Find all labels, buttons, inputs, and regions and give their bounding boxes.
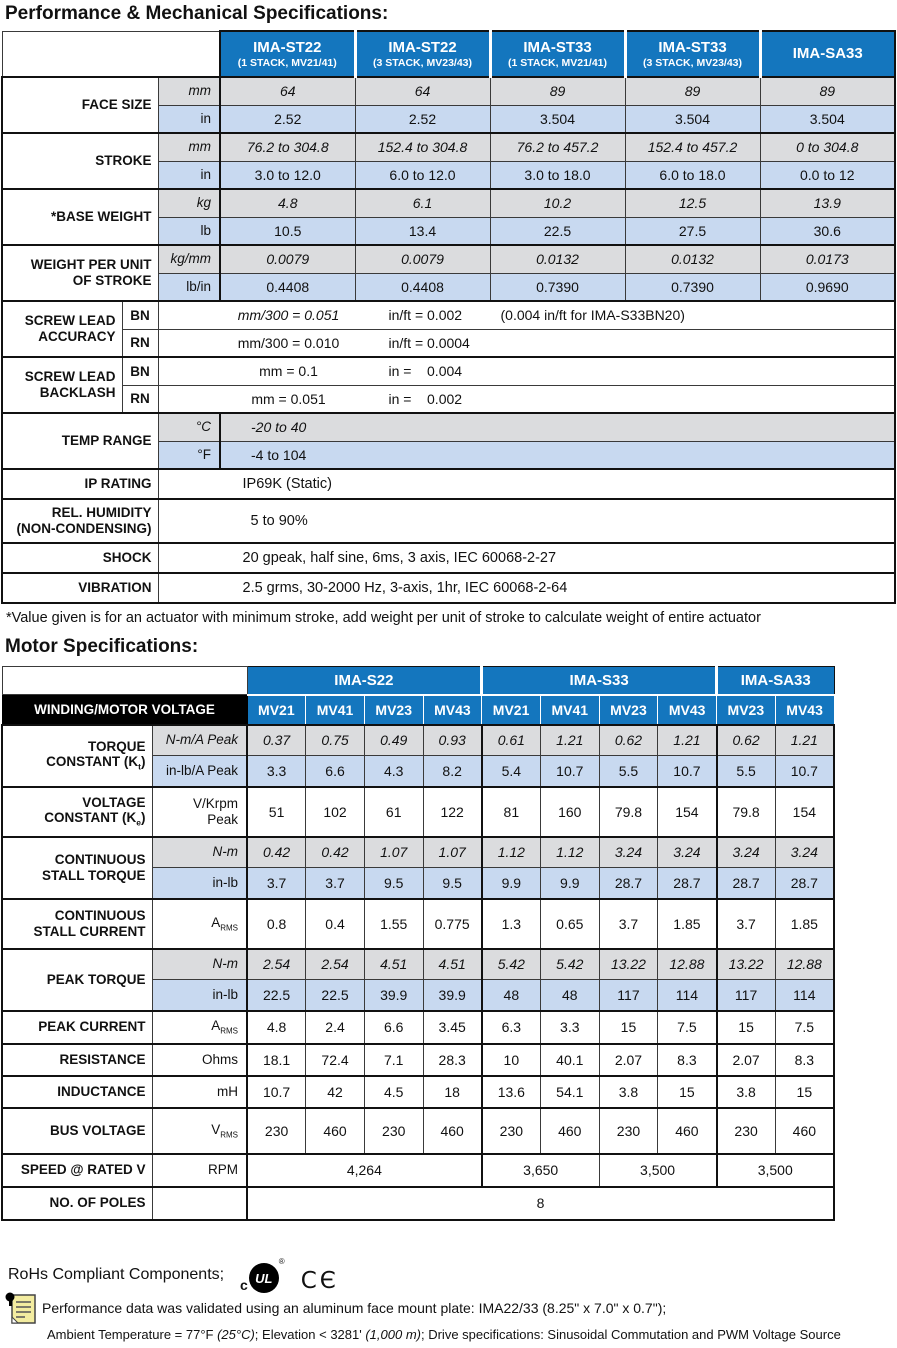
value-cell: 3.504 <box>625 105 760 133</box>
value-cell: 0.7390 <box>490 273 625 301</box>
value-cell: 0.775 <box>423 899 482 949</box>
value-cell: 4.5 <box>364 1076 423 1108</box>
row-label: WEIGHT PER UNIT OF STROKE <box>2 245 158 301</box>
value-cell: 460 <box>540 1108 599 1154</box>
screw-type-cell: RN <box>122 329 158 357</box>
value-cell: 4.3 <box>364 756 423 787</box>
table-row <box>2 133 895 161</box>
value-cell: 3.8 <box>599 1076 658 1108</box>
value-cell: 3.24 <box>775 837 834 868</box>
winding-voltage-header: WINDING/MOTOR VOLTAGE <box>2 695 247 725</box>
row-label: PEAK CURRENT <box>2 1011 152 1044</box>
value-cell: 114 <box>658 980 717 1011</box>
value-cell: 3.7 <box>247 868 306 899</box>
value-cell: 13.6 <box>482 1076 541 1108</box>
value-cell: 10.5 <box>220 217 355 245</box>
model-name: IMA-ST33 <box>523 38 592 56</box>
table-row <box>2 329 895 357</box>
value-cell: 0.42 <box>306 837 365 868</box>
row-label: PEAK TORQUE <box>2 949 152 1011</box>
value-cell: 22.5 <box>306 980 365 1011</box>
value-cell: mm/300 = 0.010 in/ft = 0.0004 <box>158 329 895 357</box>
value-cell: 3.3 <box>540 1011 599 1044</box>
value-cell: 1.12 <box>540 837 599 868</box>
table-row <box>2 245 895 273</box>
value-cell: 0.49 <box>364 725 423 756</box>
value-cell: mm = 0.1 in = 0.004 <box>158 357 895 385</box>
value-cell: 152.4 to 457.2 <box>625 133 760 161</box>
unit-cell: in <box>158 161 220 189</box>
table-row <box>2 787 834 837</box>
value-cell: 5.5 <box>599 756 658 787</box>
value-cell: 2.07 <box>717 1044 776 1076</box>
value-cell: 6.0 to 12.0 <box>355 161 490 189</box>
value-cell: 3,500 <box>717 1154 835 1187</box>
unit-cell: kg <box>158 189 220 217</box>
table-row <box>2 385 895 413</box>
motor-section-title: Motor Specifications: <box>5 636 199 657</box>
unit-cell: °C <box>158 413 220 441</box>
value-cell: 2.54 <box>306 949 365 980</box>
value-cell: 12.88 <box>775 949 834 980</box>
value-cell: 154 <box>658 787 717 837</box>
value-cell: 15 <box>658 1076 717 1108</box>
model-name: IMA-ST22 <box>253 38 322 56</box>
perf-column-header <box>490 31 625 77</box>
model-name: IMA-SA33 <box>792 45 863 63</box>
value-cell: 460 <box>775 1108 834 1154</box>
value-cell: 18.1 <box>247 1044 306 1076</box>
value-cell: 1.3 <box>482 899 541 949</box>
row-label: TORQUE CONSTANT $(K_t)$ <box>2 725 152 787</box>
value-cell: 0.0132 <box>490 245 625 273</box>
unit-cell: $A_{RMS}$ <box>152 899 247 949</box>
value-cell: 1.21 <box>658 725 717 756</box>
value-cell: 0.4408 <box>220 273 355 301</box>
voltage-column-header: MV23 <box>599 695 658 725</box>
value-cell: 1.07 <box>364 837 423 868</box>
value-cell: 10.7 <box>658 756 717 787</box>
value-cell: 8.3 <box>658 1044 717 1076</box>
value-cell: 3.24 <box>599 837 658 868</box>
value-cell: 89 <box>760 77 895 105</box>
voltage-column-header: MV43 <box>423 695 482 725</box>
row-label: SCREW LEAD ACCURACY <box>2 301 122 357</box>
table-row <box>2 543 895 573</box>
value-cell: 28.7 <box>599 868 658 899</box>
table-row <box>2 1076 834 1108</box>
value-cell: 2.52 <box>355 105 490 133</box>
value-cell: 102 <box>306 787 365 837</box>
row-label: STROKE <box>2 133 158 189</box>
value-cell: 10.7 <box>247 1076 306 1108</box>
table-row <box>2 899 834 949</box>
value-cell: 0.0079 <box>220 245 355 273</box>
table-row <box>2 301 895 329</box>
perf-header-row <box>2 31 895 77</box>
unit-cell: N-m <box>152 837 247 868</box>
voltage-column-header: MV21 <box>247 695 306 725</box>
value-cell: 0.37 <box>247 725 306 756</box>
unit-cell: in-lb <box>152 980 247 1011</box>
value-cell: 0.62 <box>717 725 776 756</box>
motor-table <box>1 666 835 1221</box>
value-cell: 230 <box>717 1108 776 1154</box>
value-cell: 10.2 <box>490 189 625 217</box>
value-cell: -4 to 104 <box>220 441 895 469</box>
row-label: *BASE WEIGHT <box>2 189 158 245</box>
unit-cell: mH <box>152 1076 247 1108</box>
spacer <box>2 31 220 77</box>
model-config: (1 STACK, MV21/41) <box>237 57 337 70</box>
value-cell: 460 <box>306 1108 365 1154</box>
value-cell: 8.2 <box>423 756 482 787</box>
value-cell: 3.7 <box>306 868 365 899</box>
value-cell: 1.07 <box>423 837 482 868</box>
row-label: CONTINUOUS STALL CURRENT <box>2 899 152 949</box>
row-label: BUS VOLTAGE <box>2 1108 152 1154</box>
value-cell: 9.5 <box>364 868 423 899</box>
row-label: VOLTAGE CONSTANT $(K_e)$ <box>2 787 152 837</box>
value-cell: 89 <box>490 77 625 105</box>
value-cell: 5.5 <box>717 756 776 787</box>
value-cell: 8.3 <box>775 1044 834 1076</box>
value-cell: 1.21 <box>775 725 834 756</box>
value-cell: 152.4 to 304.8 <box>355 133 490 161</box>
value-cell: 1.85 <box>658 899 717 949</box>
value-cell: 28.3 <box>423 1044 482 1076</box>
screw-type-cell: BN <box>122 357 158 385</box>
value-cell: 3.45 <box>423 1011 482 1044</box>
value-cell: 7.5 <box>775 1011 834 1044</box>
value-cell: 13.22 <box>717 949 776 980</box>
voltage-column-header: MV43 <box>775 695 834 725</box>
value-cell: IP69K (Static) <box>158 469 895 499</box>
value-cell: 10.7 <box>775 756 834 787</box>
ul-listed-icon: UL <box>249 1263 279 1293</box>
table-row <box>2 1044 834 1076</box>
value-cell: 0 to 304.8 <box>760 133 895 161</box>
value-cell: 76.2 to 304.8 <box>220 133 355 161</box>
value-cell: 22.5 <box>490 217 625 245</box>
motor-voltage-header-row <box>2 695 834 725</box>
value-cell: 1.12 <box>482 837 541 868</box>
note-icon <box>5 1291 37 1332</box>
value-cell: 0.62 <box>599 725 658 756</box>
value-cell: 7.1 <box>364 1044 423 1076</box>
value-cell: 15 <box>599 1011 658 1044</box>
value-cell: 460 <box>423 1108 482 1154</box>
value-cell: 6.0 to 18.0 <box>625 161 760 189</box>
table-row <box>2 469 895 499</box>
value-cell: 0.65 <box>540 899 599 949</box>
table-row <box>2 499 895 543</box>
unit-cell: lb <box>158 217 220 245</box>
unit-cell: lb/in <box>158 273 220 301</box>
value-cell: 2.07 <box>599 1044 658 1076</box>
value-cell: 8 <box>247 1187 834 1220</box>
value-cell: 54.1 <box>540 1076 599 1108</box>
value-cell: 30.6 <box>760 217 895 245</box>
conditions-note: Ambient Temperature = 77°F (25°C); Elevation < 3281' (1,000 m); Drive specifications: Sinusoidal Commutation and PWM Voltage Source <box>47 1327 841 1342</box>
value-cell: 22.5 <box>247 980 306 1011</box>
row-label: REL. HUMIDITY (NON-CONDENSING) <box>2 499 158 543</box>
value-cell: 48 <box>482 980 541 1011</box>
perf-column-header <box>625 31 760 77</box>
value-cell: 5 to 90% <box>158 499 895 543</box>
row-label: SCREW LEAD BACKLASH <box>2 357 122 413</box>
value-cell: 72.4 <box>306 1044 365 1076</box>
unit-cell: N-m <box>152 949 247 980</box>
performance-table <box>1 30 896 604</box>
model-config: (3 STACK, MV23/43) <box>643 57 742 70</box>
performance-section-title: Performance & Mechanical Specifications: <box>5 3 389 24</box>
table-row <box>2 1187 834 1220</box>
table-row <box>2 189 895 217</box>
value-cell: 39.9 <box>364 980 423 1011</box>
model-config: (3 STACK, MV23/43) <box>373 57 472 70</box>
value-cell: 0.0173 <box>760 245 895 273</box>
table-row <box>2 1011 834 1044</box>
value-cell: 6.3 <box>482 1011 541 1044</box>
table-row <box>2 77 895 105</box>
value-cell: 15 <box>775 1076 834 1108</box>
ul-canada-prefix: c <box>240 1277 248 1293</box>
value-cell: 6.1 <box>355 189 490 217</box>
value-cell: 114 <box>775 980 834 1011</box>
table-row <box>2 413 895 441</box>
value-cell: 3.504 <box>760 105 895 133</box>
value-cell: 79.8 <box>717 787 776 837</box>
value-cell: 3.0 to 12.0 <box>220 161 355 189</box>
value-cell: 42 <box>306 1076 365 1108</box>
value-cell: 0.4408 <box>355 273 490 301</box>
value-cell: 0.0079 <box>355 245 490 273</box>
voltage-column-header: MV43 <box>658 695 717 725</box>
value-cell: 2.5 grms, 30-2000 Hz, 3-axis, 1hr, IEC 60068-2-64 <box>158 573 895 603</box>
value-cell: 3.7 <box>599 899 658 949</box>
value-cell: 2.52 <box>220 105 355 133</box>
value-cell: 15 <box>717 1011 776 1044</box>
model-name: IMA-ST22 <box>388 38 457 56</box>
row-label: INDUCTANCE <box>2 1076 152 1108</box>
value-cell: 7.5 <box>658 1011 717 1044</box>
unit-cell: Ohms <box>152 1044 247 1076</box>
unit-cell: in-lb/A Peak <box>152 756 247 787</box>
value-cell: 230 <box>364 1108 423 1154</box>
rohs-statement: RoHs Compliant Components; <box>8 1266 225 1283</box>
spacer <box>2 667 247 695</box>
value-cell: 3,500 <box>599 1154 716 1187</box>
value-cell: 0.8 <box>247 899 306 949</box>
row-label: TEMP RANGE <box>2 413 158 469</box>
value-cell: 5.42 <box>482 949 541 980</box>
value-cell: 13.22 <box>599 949 658 980</box>
value-cell: 4.51 <box>423 949 482 980</box>
motor-group-header-row <box>2 667 834 695</box>
value-cell: 6.6 <box>364 1011 423 1044</box>
value-cell: 3.24 <box>658 837 717 868</box>
unit-cell: V/Krpm Peak <box>152 787 247 837</box>
row-label: NO. OF POLES <box>2 1187 152 1220</box>
value-cell: 76.2 to 457.2 <box>490 133 625 161</box>
value-cell: 9.9 <box>482 868 541 899</box>
value-cell: 2.54 <box>247 949 306 980</box>
value-cell: 0.42 <box>247 837 306 868</box>
value-cell: 0.0 to 12 <box>760 161 895 189</box>
row-label: SHOCK <box>2 543 158 573</box>
unit-cell: °F <box>158 441 220 469</box>
value-cell: 1.85 <box>775 899 834 949</box>
value-cell: 28.7 <box>775 868 834 899</box>
value-cell: 4.8 <box>220 189 355 217</box>
value-cell: 230 <box>247 1108 306 1154</box>
table-row <box>2 725 834 756</box>
row-label: VIBRATION <box>2 573 158 603</box>
voltage-column-header: MV23 <box>717 695 776 725</box>
value-cell: 13.4 <box>355 217 490 245</box>
value-cell: 5.4 <box>482 756 541 787</box>
perf-column-header <box>760 31 895 77</box>
value-cell: 0.9690 <box>760 273 895 301</box>
voltage-column-header: MV23 <box>364 695 423 725</box>
voltage-column-header: MV21 <box>482 695 541 725</box>
value-cell: 3.7 <box>717 899 776 949</box>
value-cell: 64 <box>355 77 490 105</box>
value-cell: 9.9 <box>540 868 599 899</box>
registered-symbol: ® <box>278 1257 285 1266</box>
unit-cell: in <box>158 105 220 133</box>
value-cell: 1.55 <box>364 899 423 949</box>
value-cell: 51 <box>247 787 306 837</box>
value-cell: 122 <box>423 787 482 837</box>
voltage-column-header: MV41 <box>540 695 599 725</box>
model-name: IMA-ST33 <box>658 38 727 56</box>
value-cell: 4.8 <box>247 1011 306 1044</box>
row-label: CONTINUOUS STALL TORQUE <box>2 837 152 899</box>
table-row <box>2 573 895 603</box>
value-cell: 3.3 <box>247 756 306 787</box>
unit-cell: mm <box>158 77 220 105</box>
value-cell: 0.75 <box>306 725 365 756</box>
table-row <box>2 949 834 980</box>
value-cell: 230 <box>482 1108 541 1154</box>
unit-cell: N-m/A Peak <box>152 725 247 756</box>
value-cell: 10.7 <box>540 756 599 787</box>
value-cell: 117 <box>717 980 776 1011</box>
certification-marks <box>240 1257 339 1293</box>
row-label: IP RATING <box>2 469 158 499</box>
value-cell: 12.88 <box>658 949 717 980</box>
screw-type-cell: BN <box>122 301 158 329</box>
value-cell: -20 to 40 <box>220 413 895 441</box>
value-cell: 1.21 <box>540 725 599 756</box>
value-cell: 5.42 <box>540 949 599 980</box>
value-cell: 0.61 <box>482 725 541 756</box>
value-cell: 230 <box>599 1108 658 1154</box>
value-cell: 460 <box>658 1108 717 1154</box>
value-cell: 9.5 <box>423 868 482 899</box>
value-cell: 6.6 <box>306 756 365 787</box>
value-cell: mm = 0.051 in = 0.002 <box>158 385 895 413</box>
value-cell: 0.0132 <box>625 245 760 273</box>
value-cell: 27.5 <box>625 217 760 245</box>
weight-footnote: *Value given is for an actuator with minimum stroke, add weight per unit of stroke to calculate weight of entire actuator <box>6 610 761 626</box>
value-cell: 28.7 <box>717 868 776 899</box>
motor-group-header: IMA-S22 <box>247 667 482 695</box>
unit-cell: $V_{RMS}$ <box>152 1108 247 1154</box>
value-cell: 154 <box>775 787 834 837</box>
value-cell: 3.24 <box>717 837 776 868</box>
value-cell: 39.9 <box>423 980 482 1011</box>
unit-cell: mm <box>158 133 220 161</box>
value-cell: 4.51 <box>364 949 423 980</box>
value-cell: 4,264 <box>247 1154 482 1187</box>
motor-group-header: IMA-SA33 <box>717 667 835 695</box>
value-cell: 3.0 to 18.0 <box>490 161 625 189</box>
value-cell: 81 <box>482 787 541 837</box>
value-cell: 0.93 <box>423 725 482 756</box>
value-cell: 2.4 <box>306 1011 365 1044</box>
value-cell: 10 <box>482 1044 541 1076</box>
value-cell: 13.9 <box>760 189 895 217</box>
value-cell: 79.8 <box>599 787 658 837</box>
value-cell: mm/300 = 0.051 in/ft = 0.002 (0.004 in/ft for IMA-S33BN20) <box>158 301 895 329</box>
unit-cell <box>152 1187 247 1220</box>
row-label: FACE SIZE <box>2 77 158 133</box>
value-cell: 3.504 <box>490 105 625 133</box>
value-cell: 64 <box>220 77 355 105</box>
row-label: SPEED @ RATED V <box>2 1154 152 1187</box>
voltage-column-header: MV41 <box>306 695 365 725</box>
validation-note: Performance data was validated using an aluminum face mount plate: IMA22/33 (8.25" x 7.0" x 0.7"); <box>42 1300 667 1316</box>
value-cell: 61 <box>364 787 423 837</box>
ce-mark-icon: CЄ <box>300 1268 339 1294</box>
screw-type-cell: RN <box>122 385 158 413</box>
value-cell: 89 <box>625 77 760 105</box>
value-cell: 0.7390 <box>625 273 760 301</box>
value-cell: 48 <box>540 980 599 1011</box>
table-row <box>2 1108 834 1154</box>
value-cell: 40.1 <box>540 1044 599 1076</box>
model-config: (1 STACK, MV21/41) <box>508 57 607 70</box>
unit-cell: $A_{RMS}$ <box>152 1011 247 1044</box>
unit-cell: in-lb <box>152 868 247 899</box>
value-cell: 117 <box>599 980 658 1011</box>
perf-column-header <box>220 31 355 77</box>
value-cell: 20 gpeak, half sine, 6ms, 3 axis, IEC 60068-2-27 <box>158 543 895 573</box>
value-cell: 3.8 <box>717 1076 776 1108</box>
unit-cell: RPM <box>152 1154 247 1187</box>
value-cell: 3,650 <box>482 1154 599 1187</box>
value-cell: 28.7 <box>658 868 717 899</box>
value-cell: 12.5 <box>625 189 760 217</box>
perf-column-header <box>355 31 490 77</box>
value-cell: 18 <box>423 1076 482 1108</box>
value-cell: 160 <box>540 787 599 837</box>
motor-group-header: IMA-S33 <box>482 667 717 695</box>
table-row <box>2 357 895 385</box>
row-label: RESISTANCE <box>2 1044 152 1076</box>
value-cell: 0.4 <box>306 899 365 949</box>
table-row <box>2 837 834 868</box>
unit-cell: kg/mm <box>158 245 220 273</box>
table-row <box>2 1154 834 1187</box>
